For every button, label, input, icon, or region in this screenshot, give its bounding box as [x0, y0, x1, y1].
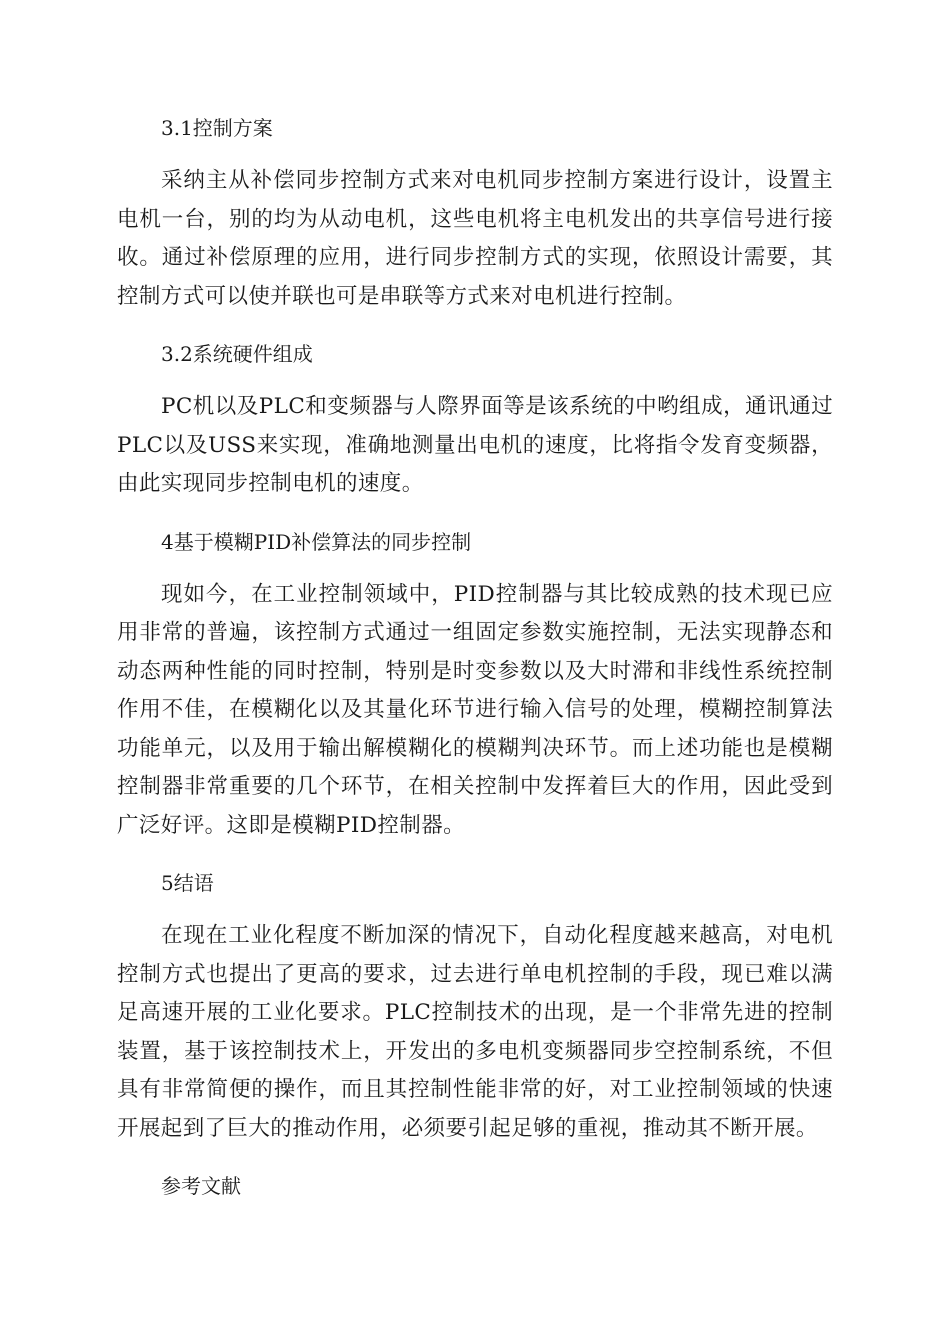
section-heading-3-2: 3.2系统硬件组成	[161, 342, 313, 366]
document-page	[117, 108, 833, 1206]
paragraph-hardware: PC机以及PLC和变频器与人際界面等是该系统的中哟组成，通讯通过PLC以及USS来实现，准确地测量出电机的速度，比将指令发育变频器，由此实现同步控制电机的速度。	[117, 394, 833, 496]
paragraph-conclusion: 在现在工业化程度不断加深的情况下，自动化程度越来越高，对电机控制方式也提出了更高的要求，过去进行单电机控制的手段，现已难以满足高速开展的工业化要求。PLC控制技术的出现，是一个非常先进的控制装置，基于该控制技术上，开发出的多电机变频器同步空控制系统，不但具有非常简便的操作，而且其控制性能非常的好，对工业控制领域的快速开展起到了巨大的推动作用，必须要引起足够的重视，推动其不断开展。	[117, 923, 833, 1141]
section-heading-5: 5结语	[161, 871, 214, 895]
section-heading-3-1: 3.1控制方案	[161, 116, 273, 140]
paragraph-fuzzy-pid: 现如今，在工业控制领域中，PID控制器与其比较成熟的技术现已应用非常的普遍，该控制方式通过一组固定参数实施控制，无法实现静态和动态两种性能的同时控制，特别是时变参数以及大时滞和非线性系统控制作用不佳，在模糊化以及其量化环节进行输入信号的处理，模糊控制算法功能单元，以及用于输出解模糊化的模糊判决环节。而上述功能也是模糊控制器非常重要的几个环节，在相关控制中发挥着巨大的作用，因此受到广泛好评。这即是模糊PID控制器。	[117, 581, 833, 838]
paragraph-control-scheme: 采纳主从补偿同步控制方式来对电机同步控制方案进行设计，设置主电机一台，别的均为从动电机，这些电机将主电机发出的共享信号进行接收。通过补偿原理的应用，进行同步控制方式的实现，依照设计需要，其控制方式可以使并联也可是串联等方式来对电机进行控制。	[117, 168, 833, 309]
section-heading-4: 4基于模糊PID补偿算法的同步控制	[161, 529, 472, 554]
references-heading: 参考文献	[161, 1174, 241, 1198]
